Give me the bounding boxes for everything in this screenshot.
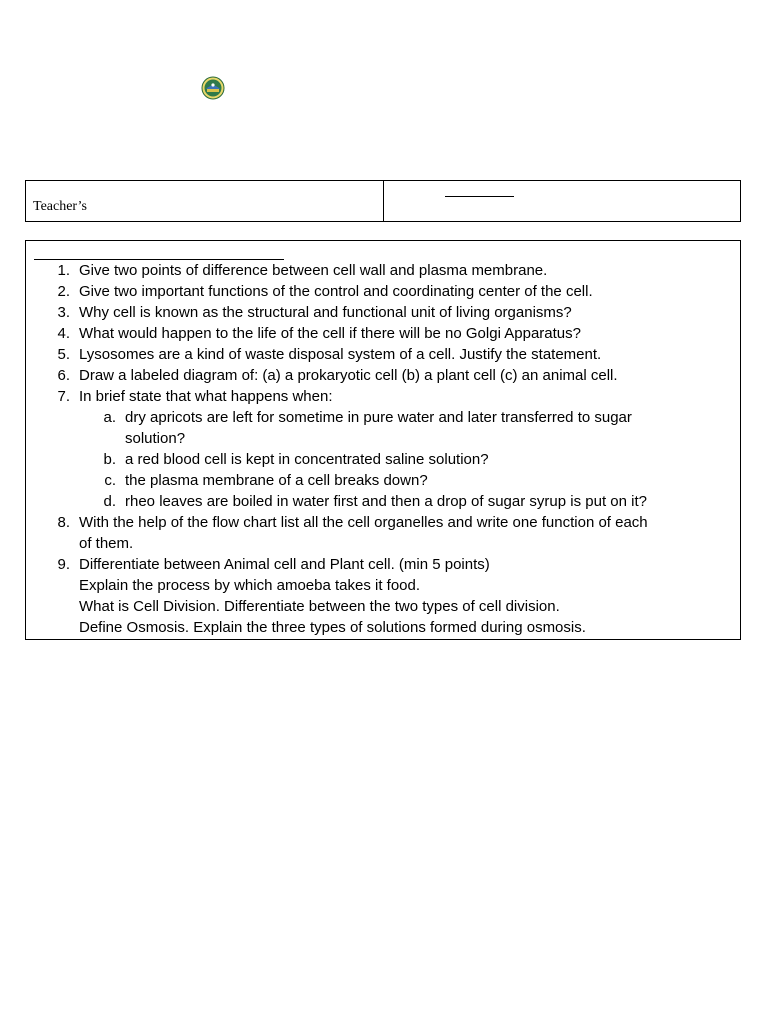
sub-question-item	[26, 449, 742, 470]
question-text: With the help of the flow chart list all the cell organelles and write one function of each	[79, 514, 648, 531]
question-item	[26, 281, 742, 302]
question-number: 2.	[57, 283, 70, 300]
question-text: Explain the process by which amoeba takes it food.	[79, 577, 421, 594]
question-number: 7.	[57, 388, 70, 405]
question-number: 4.	[57, 325, 70, 342]
sub-question-item	[26, 470, 742, 491]
sub-question-item	[26, 407, 742, 428]
question-number: 3.	[57, 304, 70, 321]
unnumbered-question	[26, 575, 742, 596]
sub-question-letter: a.	[103, 409, 116, 426]
question-number: 1.	[57, 262, 70, 279]
unnumbered-question	[26, 596, 742, 617]
teacher-label: Teacher’s	[33, 199, 87, 214]
sub-question-text: a red blood cell is kept in concentrated saline solution?	[125, 451, 489, 468]
question-text: What would happen to the life of the cell if there will be no Golgi Apparatus?	[79, 325, 581, 342]
question-list	[26, 260, 742, 638]
header-left-cell	[26, 181, 384, 221]
question-item	[26, 344, 742, 365]
question-item	[26, 365, 742, 386]
question-text: In brief state that what happens when:	[79, 388, 333, 405]
question-item	[26, 512, 742, 533]
sub-question-text: the plasma membrane of a cell breaks down?	[125, 472, 428, 489]
question-number: 6.	[57, 367, 70, 384]
question-number: 9.	[57, 556, 70, 573]
sub-question-text: dry apricots are left for sometime in pure water and later transferred to sugar	[125, 409, 632, 426]
blank-line	[445, 196, 514, 197]
school-logo	[201, 76, 225, 100]
question-text: Define Osmosis. Explain the three types of solutions formed during osmosis.	[79, 619, 586, 636]
unnumbered-question	[26, 617, 742, 638]
question-text: Lysosomes are a kind of waste disposal system of a cell. Justify the statement.	[79, 346, 602, 363]
question-continuation	[26, 533, 742, 554]
header-right-cell	[384, 181, 740, 221]
question-number: 8.	[57, 514, 70, 531]
question-item	[26, 260, 742, 281]
sub-question-item	[26, 491, 742, 512]
sub-question-text: rheo leaves are boiled in water first and then a drop of sugar syrup is put on it?	[125, 493, 647, 510]
question-text: What is Cell Division. Differentiate between the two types of cell division.	[79, 598, 560, 615]
question-text: Give two points of difference between cell wall and plasma membrane.	[79, 262, 548, 279]
question-text: Draw a labeled diagram of: (a) a prokaryotic cell (b) a plant cell (c) an animal cell.	[79, 367, 618, 384]
questions-box	[25, 240, 741, 640]
question-text: of them.	[79, 535, 134, 552]
sub-question-letter: d.	[103, 493, 116, 510]
sub-question-letter: c.	[104, 472, 116, 489]
sub-question-text: solution?	[125, 430, 186, 447]
question-text: Why cell is known as the structural and functional unit of living organisms?	[79, 304, 572, 321]
question-number: 5.	[57, 346, 70, 363]
header-table	[25, 180, 741, 222]
question-text: Differentiate between Animal cell and Plant cell. (min 5 points)	[79, 556, 490, 573]
question-item	[26, 302, 742, 323]
question-text: Give two important functions of the control and coordinating center of the cell.	[79, 283, 593, 300]
sub-question-continuation	[26, 428, 742, 449]
question-item	[26, 554, 742, 575]
question-item	[26, 386, 742, 407]
question-item	[26, 323, 742, 344]
sub-question-letter: b.	[103, 451, 116, 468]
